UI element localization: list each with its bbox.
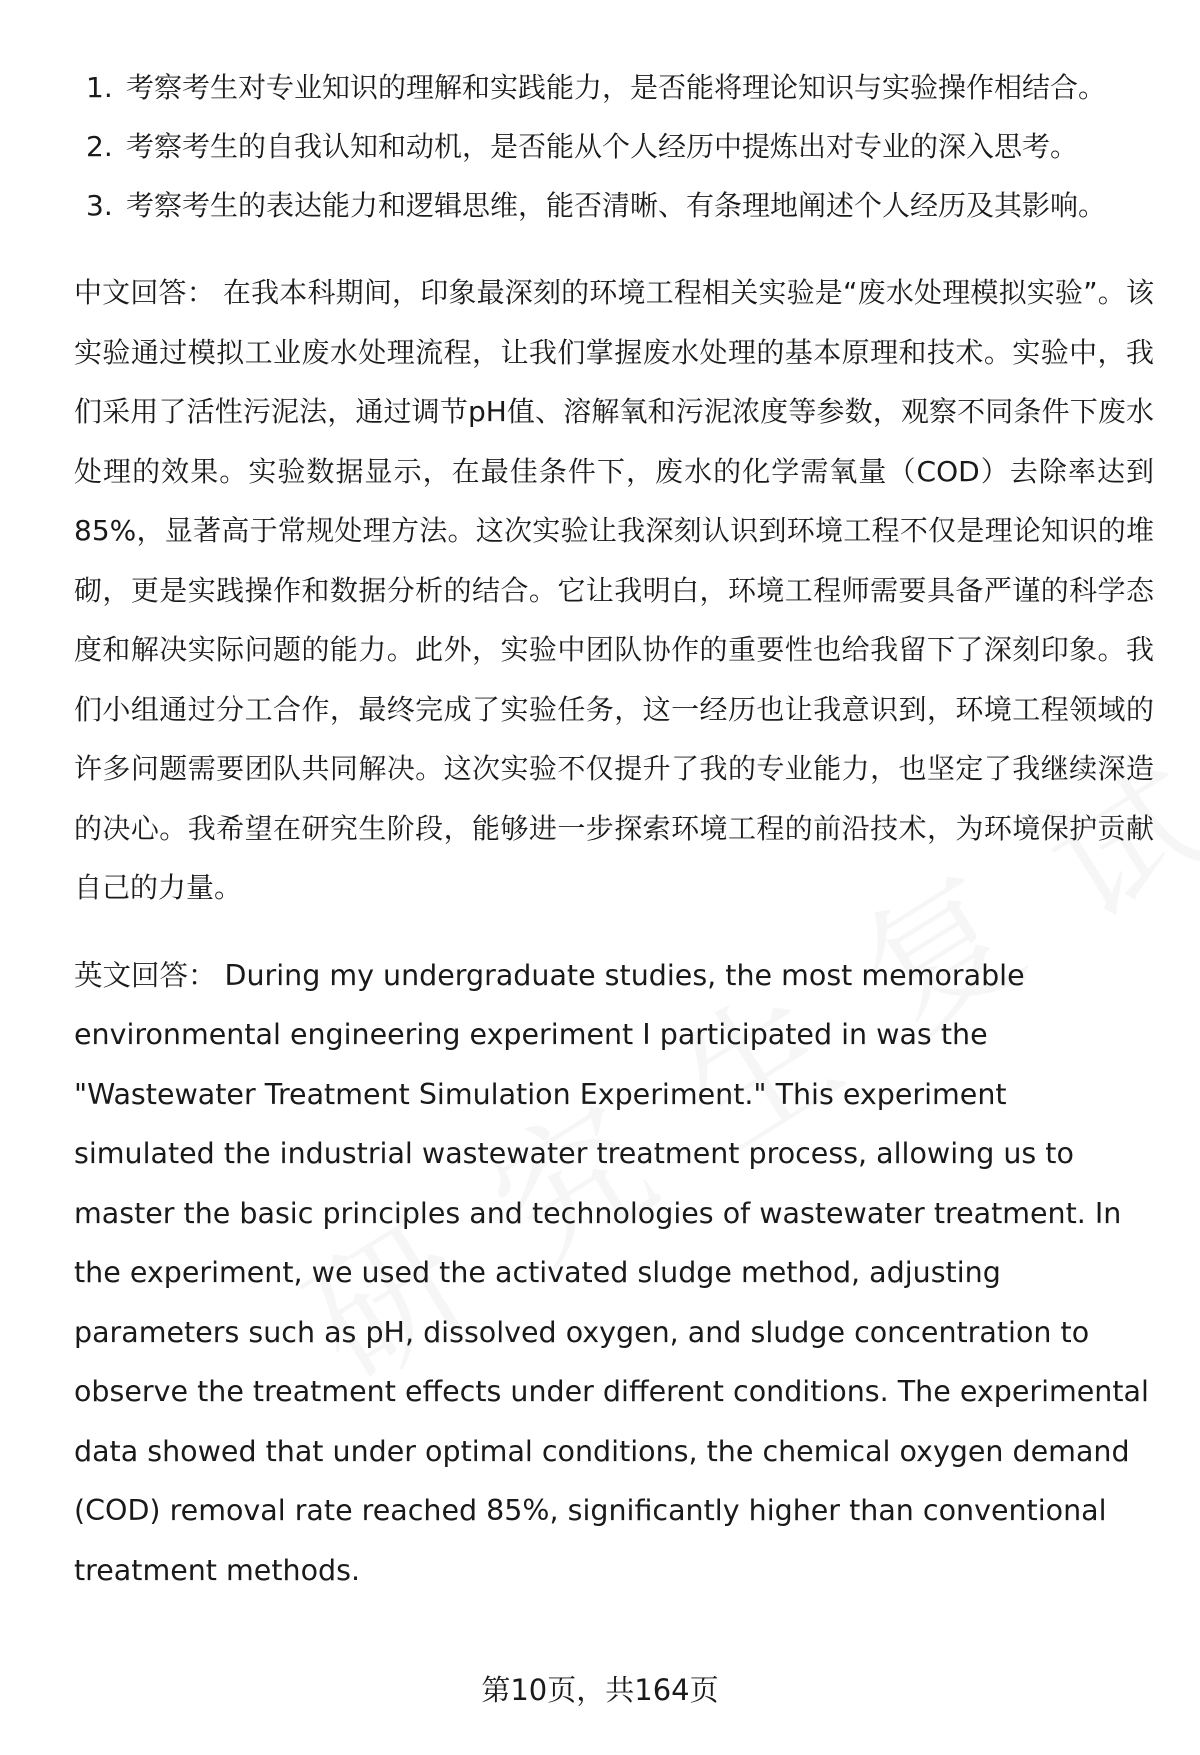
criteria-number: 3. bbox=[86, 189, 113, 222]
criteria-number: 2. bbox=[86, 130, 113, 163]
english-answer-text: During my undergraduate studies, the most memorable environmental engineering experiment I participated in was the "Wastewater Treatment Simulation Experiment." This experiment simulated the industrial wastewater treatment process, allowing us to master the basic principles and technologies of wastewater treatment. In the experiment, we used the activated sludge method, adjusting parameters such as pH, dissolved oxygen, and sludge concentration to observe the treatment effects under different conditions. The experimental data showed that under optimal conditions, the chemical oxygen demand (COD) removal rate reached 85%, significantly higher than conventional treatment methods. bbox=[74, 958, 1149, 1587]
chinese-answer-label: 中文回答： bbox=[74, 276, 215, 309]
criteria-item bbox=[74, 117, 1154, 176]
criteria-item bbox=[74, 58, 1154, 117]
criteria-number: 1. bbox=[86, 71, 113, 104]
english-answer-paragraph bbox=[74, 946, 1154, 1601]
evaluation-criteria-list bbox=[74, 58, 1154, 235]
chinese-answer-text: 在我本科期间，印象最深刻的环境工程相关实验是“废水处理模拟实验”。该实验通过模拟工业废水处理流程，让我们掌握废水处理的基本原理和技术。实验中，我们采用了活性污泥法，通过调节pH值、溶解氧和污泥浓度等参数，观察不同条件下废水处理的效果。实验数据显示，在最佳条件下，废水的化学需氧量（COD）去除率达到85%，显著高于常规处理方法。这次实验让我深刻认识到环境工程不仅是理论知识的堆砌，更是实践操作和数据分析的结合。它让我明白，环境工程师需要具备严谨的科学态度和解决实际问题的能力。此外，实验中团队协作的重要性也给我留下了深刻印象。我们小组通过分工合作，最终完成了实验任务，这一经历也让我意识到，环境工程领域的许多问题需要团队共同解决。这次实验不仅提升了我的专业能力，也坚定了我继续深造的决心。我希望在研究生阶段，能够进一步探索环境工程的前沿技术，为环境保护贡献自己的力量。 bbox=[74, 276, 1154, 904]
chinese-answer-paragraph bbox=[74, 263, 1154, 918]
page-number-footer: 第10页，共164页 bbox=[481, 1673, 719, 1707]
criteria-text: 考察考生对专业知识的理解和实践能力，是否能将理论知识与实验操作相结合。 bbox=[126, 71, 1107, 104]
document-body bbox=[74, 58, 1154, 1600]
english-answer-label: 英文回答： bbox=[74, 958, 217, 992]
criteria-item bbox=[74, 176, 1154, 235]
criteria-text: 考察考生的表达能力和逻辑思维，能否清晰、有条理地阐述个人经历及其影响。 bbox=[126, 189, 1107, 222]
criteria-text: 考察考生的自我认知和动机，是否能从个人经历中提炼出对专业的深入思考。 bbox=[126, 130, 1079, 163]
